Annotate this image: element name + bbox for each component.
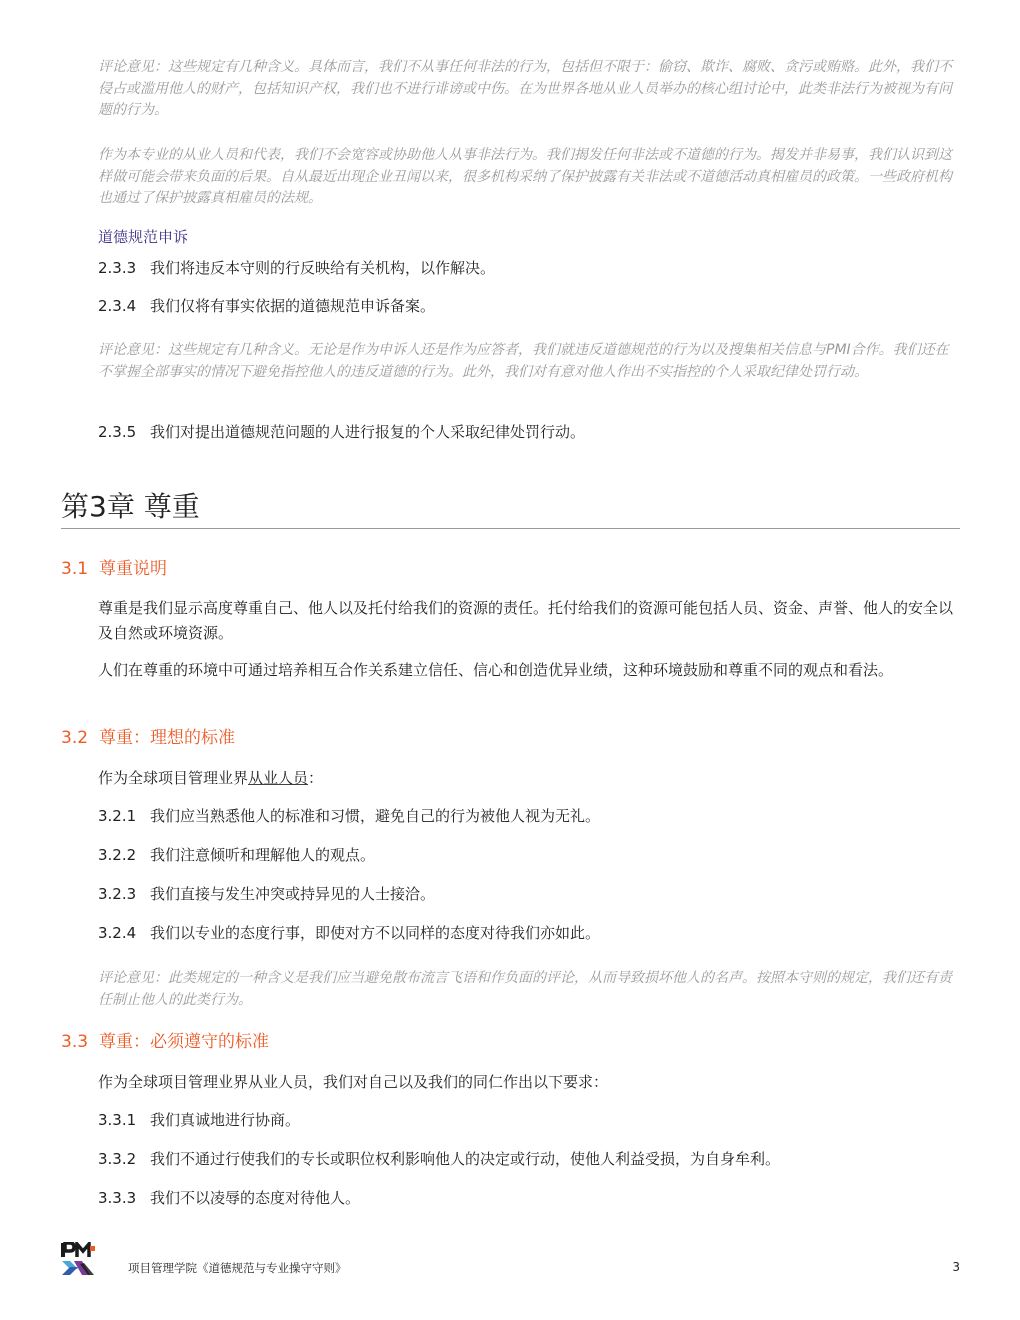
section-heading-3-1 — [61, 557, 167, 581]
section-title: 尊重：必须遵守的标准 — [99, 1032, 269, 1052]
item-text: 我们直接与发生冲突或持异见的人士接洽。 — [150, 885, 436, 903]
commentary-block: 评论意见：这些规定有几种含义。无论是作为申诉人还是作为应答者，我们就违反道德规范的行为以及搜集相关信息与PMI合作。我们还在不掌握全部事实的情况下避免指控他人的违反道德的行为。此外，我们对有意对他人作出不实指控的个人采取纪律处罚行动。 — [98, 342, 949, 380]
item-text: 我们对提出道德规范问题的人进行报复的个人采取纪律处罚行动。 — [150, 423, 586, 441]
item-number: 3.3.1 — [98, 1111, 137, 1129]
intro-text: ： — [308, 769, 324, 787]
list-item — [98, 1187, 962, 1209]
section-intro — [98, 767, 962, 789]
item-number: 3.2.1 — [98, 807, 137, 825]
section-intro: 作为全球项目管理业界从业人员，我们对自己以及我们的同仁作出以下要求： — [98, 1073, 609, 1091]
section-number: 3.2 — [61, 728, 89, 748]
item-number: 3.2.4 — [98, 924, 137, 942]
chapter-divider — [61, 528, 960, 529]
paragraph: 人们在尊重的环境中可通过培养相互合作关系建立信任、信心和创造优异业绩，这种环境鼓励和尊重不同的观点和看法。 — [98, 661, 894, 679]
item-number: 3.3.3 — [98, 1189, 137, 1207]
item-number: 2.3.4 — [98, 297, 137, 315]
list-item — [98, 295, 962, 317]
item-text: 我们注意倾听和理解他人的观点。 — [150, 846, 376, 864]
section-number: 3.3 — [61, 1032, 89, 1052]
item-text: 我们将违反本守则的行反映给有关机构，以作解决。 — [150, 259, 496, 277]
item-text: 我们不以凌辱的态度对待他人。 — [150, 1189, 361, 1207]
commentary-block: 评论意见：这些规定有几种含义。具体而言，我们不从事任何非法的行为，包括但不限于：偷窃、欺诈、腐败、贪污或贿赂。此外，我们不侵占或滥用他人的财产，包括知识产权，我们也不进行诽谤或中伤。在为世界各地从业人员举办的核心组讨论中，此类非法行为被视为有问题的行为。 — [98, 59, 952, 118]
list-item — [98, 421, 962, 443]
item-text: 我们不通过行使我们的专长或职位权利影响他人的决定或行动，使他人利益受损，为自身牟利。 — [150, 1150, 781, 1168]
commentary-block: 作为本专业的从业人员和代表，我们不会宽容或协助他人从事非法行为。我们揭发任何非法或不道德的行为。揭发并非易事，我们认识到这样做可能会带来负面的后果。自从最近出现企业丑闻以来，很多机构采纳了保护披露有关非法或不道德活动真相雇员的政策。一些政府机构也通过了保护披露真相雇员的法规。 — [98, 147, 952, 206]
list-item — [98, 257, 962, 279]
item-text: 我们真诚地进行协商。 — [150, 1111, 301, 1129]
item-text: 我们以专业的态度行事，即使对方不以同样的态度对待我们亦如此。 — [150, 924, 601, 942]
pmi-logo — [60, 1242, 96, 1276]
section-title: 尊重说明 — [99, 559, 167, 579]
item-number: 2.3.5 — [98, 423, 137, 441]
paragraph: 尊重是我们显示高度尊重自己、他人以及托付给我们的资源的责任。托付给我们的资源可能包括人员、资金、声誉、他人的安全以及自然或环境资源。 — [98, 599, 954, 642]
commentary-block: 评论意见：此类规定的一种含义是我们应当避免散布流言飞语和作负面的评论，从而导致损坏他人的名声。按照本守则的规定，我们还有责任制止他人的此类行为。 — [98, 970, 952, 1008]
footer-title: 项目管理学院《道德规范与专业操守守则》 — [128, 1261, 347, 1275]
chapter-title: 第3章 尊重 — [61, 490, 200, 523]
list-item — [98, 1148, 962, 1170]
page-number: 3 — [952, 1260, 960, 1274]
section-heading-3-2 — [61, 726, 235, 750]
item-text: 我们仅将有事实依据的道德规范申诉备案。 — [150, 297, 436, 315]
list-item — [98, 883, 962, 905]
item-number: 2.3.3 — [98, 259, 137, 277]
list-item — [98, 844, 962, 866]
list-item — [98, 1109, 962, 1131]
item-text: 我们应当熟悉他人的标准和习惯，避免自己的行为被他人视为无礼。 — [150, 807, 601, 825]
section-heading-3-3 — [61, 1030, 269, 1054]
item-number: 3.2.3 — [98, 885, 137, 903]
item-number: 3.2.2 — [98, 846, 137, 864]
section-title: 尊重：理想的标准 — [99, 728, 235, 748]
intro-text: 作为全球项目管理业界 — [98, 769, 249, 787]
item-number: 3.3.2 — [98, 1150, 137, 1168]
list-item — [98, 922, 962, 944]
practitioner-link[interactable]: 从业人员 — [248, 769, 309, 787]
subheading-ethics-complaints: 道德规范申诉 — [98, 228, 189, 246]
section-number: 3.1 — [61, 559, 89, 579]
list-item — [98, 805, 962, 827]
